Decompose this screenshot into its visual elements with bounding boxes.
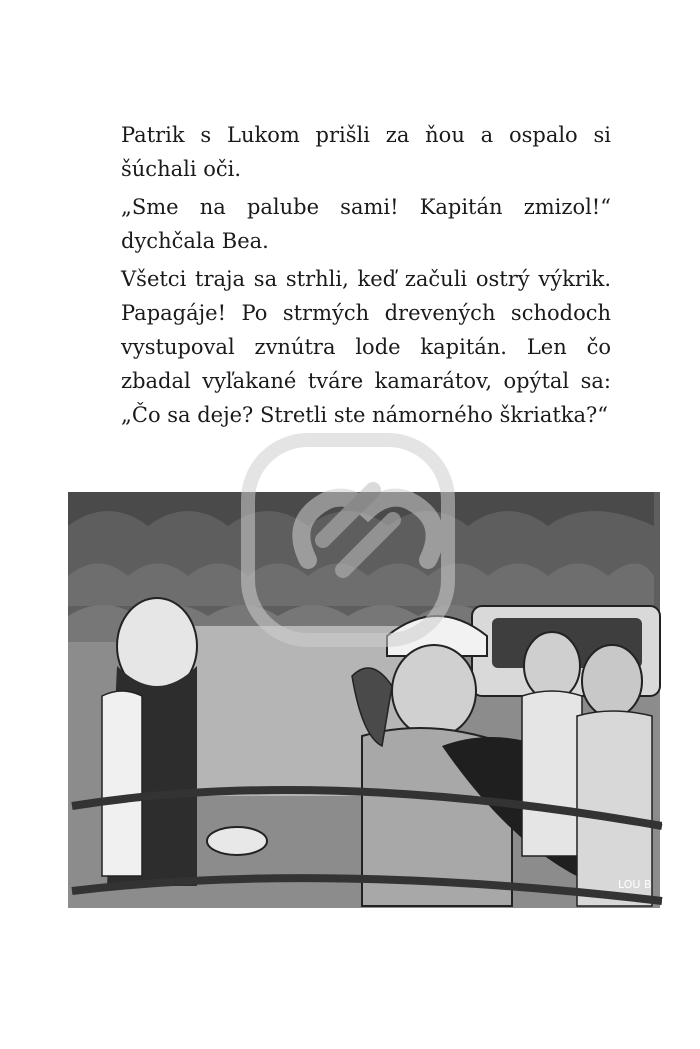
paragraph-3: Všetci traja sa strhli, keď začuli ostrý výkrik. Papagáje! Po strmých drevených schodoch vystupoval zvnútra lode kapitán. Len čo zbadal vyľakané tváre kamarátov, opýtal sa: „Čo sa deje? Stretli ste námorného škriatka?“ [121,267,611,427]
paragraph-2: „Sme na palube sami! Kapitán zmizol!“ dychčala Bea. [121,195,611,253]
paragraph-1: Patrik s Lukom prišli za ňou a ospalo si šúchali oči. [121,123,611,181]
story-text [121,118,611,436]
story-illustration [62,486,666,914]
shorts-label: LOU B [618,878,652,891]
